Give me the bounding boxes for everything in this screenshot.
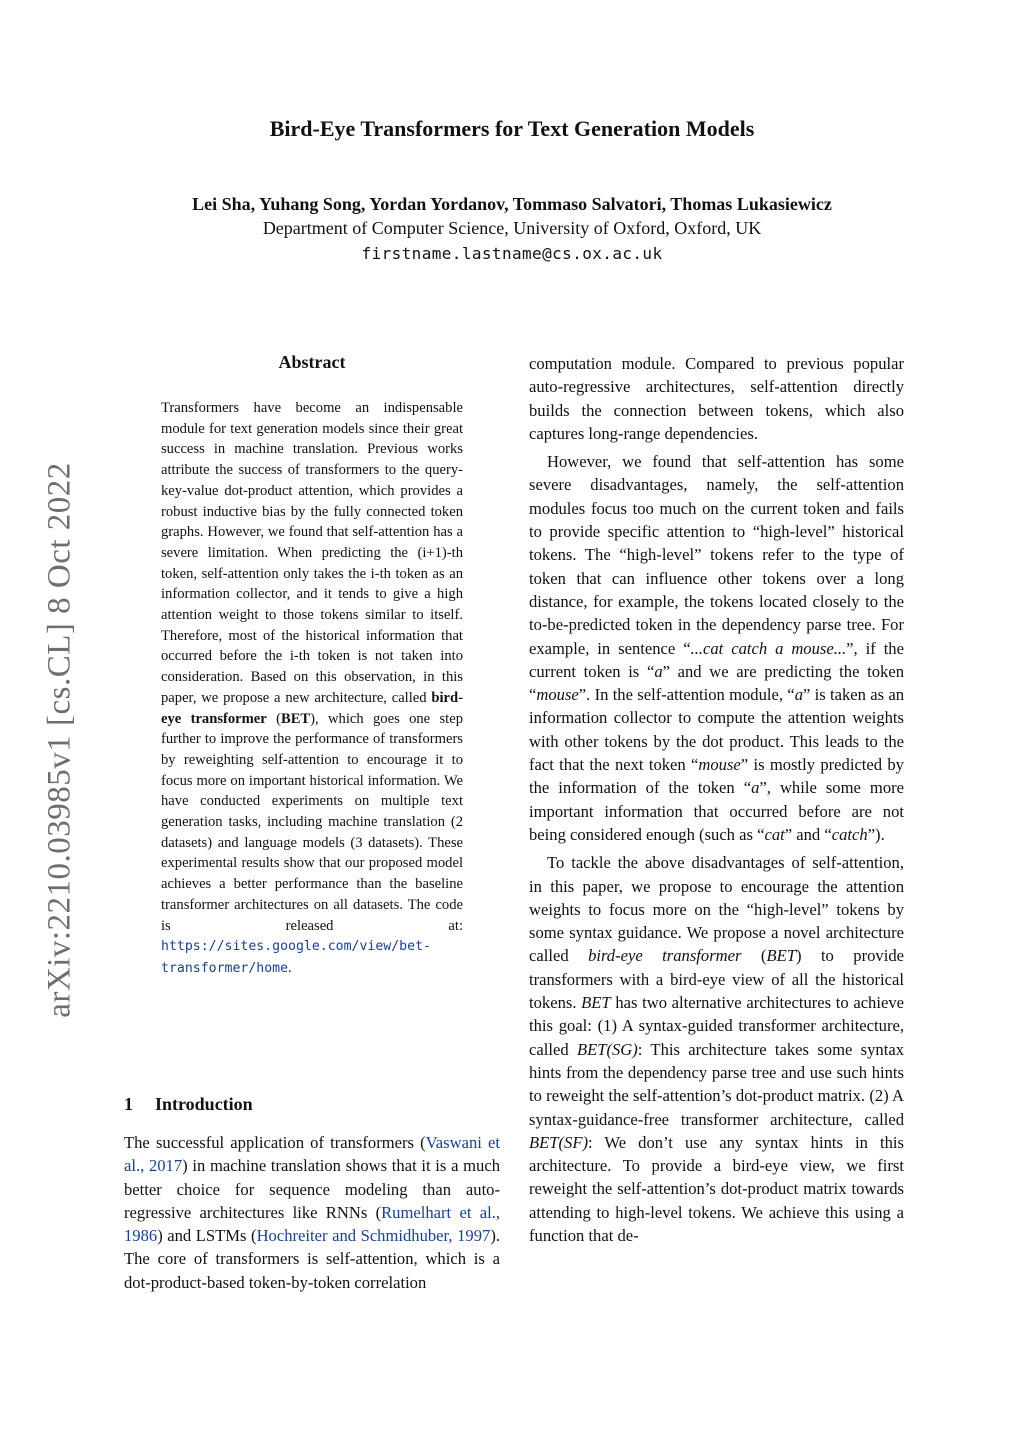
token: a xyxy=(794,685,803,705)
bold-abbrev: BET xyxy=(280,710,311,727)
token: catch xyxy=(831,824,868,844)
intro-paragraph-1-start xyxy=(124,1131,500,1294)
token: mouse xyxy=(698,755,741,775)
affiliation: Department of Computer Science, University of Oxford, Oxford, UK xyxy=(262,218,762,238)
section-title: Introduction xyxy=(155,1094,253,1114)
code-link[interactable]: https://sites.google.com/view/bet-transformer/home xyxy=(161,939,431,976)
abstract-heading: Abstract xyxy=(278,352,346,372)
example-sentence: ...cat catch a mouse... xyxy=(690,638,847,658)
bold-term: bird-eye transformer xyxy=(161,689,463,727)
paren: ( xyxy=(266,710,281,727)
intro-paragraph-3 xyxy=(529,851,904,1247)
text: : This architecture takes some syntax hints from the dependency parse tree and use such hints to reweight the self-attention’s dot-product matrix. (2) A syntax-guidance-free transformer architecture, called xyxy=(529,1039,904,1129)
text: To tackle the above disadvantages of self-attention, in this paper, we propose to encourage the attention weights to focus more on the “high-level” tokens by some syntax guidance. We propose a novel architecture called xyxy=(529,853,904,966)
text: has two alternative architectures to achieve this goal: (1) A syntax-guided transformer architecture, called xyxy=(529,993,904,1059)
period: . xyxy=(288,959,292,976)
text: ” and “ xyxy=(784,824,832,844)
token: cat xyxy=(764,824,785,844)
text: ). The core of transformers is self-attention, which is a dot-product-based token-by-token correlation xyxy=(124,1226,500,1292)
intro-paragraph-1-continued xyxy=(529,352,904,445)
text: ”, while some more important information that occurred before are not being considered enough (such as “ xyxy=(529,778,905,844)
citation-hochreiter[interactable]: Hochreiter and Schmidhuber, 1997 xyxy=(256,1226,491,1246)
intro-paragraph-2 xyxy=(529,450,904,846)
abstract-body xyxy=(161,398,463,980)
abstract-text: Transformers have become an indispensable module for text generation models since their great success in machine translation. Previous works attribute the success of transformers to the query-key-value dot-product attention, which provides a robust inductive bias by the fully connected token graphs. However, we found that self-attention has a severe limitation. When predicting the (i+1)-th token, self-attention only takes the i-th token as an information collector, and it tends to give a high attention weight to those tokens similar to itself. Therefore, most of the historical information that occurred before the i-th token is not taken into consideration. Based on this observation, in this paper, we propose a new architecture, called xyxy=(161,400,463,706)
term: BET xyxy=(581,993,611,1013)
text: ”. In the self-attention module, “ xyxy=(578,685,795,705)
section-number: 1 xyxy=(124,1094,133,1114)
abstract-text-2: ), which goes one step further to improve the performance of transformers by reweighting self-attention to encourage it to focus more on important historical information. We have conducted experiments on multiple text generation tasks, including machine translation (2 datasets) and language models (3 datasets). These experimental results show that our proposed model achieves a better performance than the baseline transformer architectures on all datasets. The code is released at: xyxy=(161,710,463,934)
author-list: Lei Sha, Yuhang Song, Yordan Yordanov, Tommaso Salvatori, Thomas Lukasiewicz xyxy=(192,194,832,214)
text: ) and LSTMs ( xyxy=(157,1226,257,1246)
email-address: firstname.lastname@cs.ox.ac.uk xyxy=(361,244,663,263)
token: a xyxy=(654,661,663,681)
right-column xyxy=(529,352,904,1252)
term: BET xyxy=(766,946,796,966)
text: ) in machine translation shows that it is a much better choice for sequence modeling than auto-regressive architectures like RNNs ( xyxy=(124,1156,500,1222)
term: BET(SG) xyxy=(576,1039,638,1059)
text: : We don’t use any syntax hints in this architecture. To provide a bird-eye view, we first reweight the self-attention’s dot-product matrix towards attending to high-level tokens. We achieve this using a function that de- xyxy=(529,1132,904,1245)
text: However, we found that self-attention has some severe disadvantages, namely, the self-attention modules focus too much on the current token and fails to provide specific attention to “high-level” historical tokens. The “high-level” tokens refer to the type of token that can influence other tokens over a long distance, for example, the tokens located closely to the to-be-predicted token in the dependency parse tree. For example, in sentence “ xyxy=(529,452,904,658)
term: bird-eye transformer xyxy=(588,946,742,966)
text: The successful application of transformers ( xyxy=(124,1133,426,1152)
token: mouse xyxy=(536,685,579,705)
text: ”). xyxy=(867,824,885,844)
paper-title: Bird-Eye Transformers for Text Generation Models xyxy=(269,116,755,141)
section-heading-introduction xyxy=(124,1094,500,1115)
text: computation module. Compared to previous popular auto-regressive architectures, self-attention directly builds the connection between tokens, which also captures long-range dependencies. xyxy=(529,354,904,443)
text: ” is mostly predicted by the information of the token “ xyxy=(529,755,904,798)
citation-vaswani[interactable]: Vaswani et al., 2017 xyxy=(124,1133,500,1176)
term: BET(SF) xyxy=(529,1132,588,1152)
arxiv-identifier: arXiv:2210.03985v1 [cs.CL] 8 Oct 2022 xyxy=(41,462,78,1018)
text: ”, if the current token is “ xyxy=(529,638,904,681)
text: ” is taken as an information collector to compute the attention weights with other tokens by the dot product. This leads to the fact that the next token “ xyxy=(529,685,904,775)
token: a xyxy=(751,778,760,798)
text: ” and we are predicting the token “ xyxy=(529,661,904,705)
text: ) to provide transformers with a bird-eye view of all the historical tokens. xyxy=(529,946,904,1013)
citation-rumelhart[interactable]: Rumelhart et al., 1986 xyxy=(124,1202,500,1246)
text: ( xyxy=(741,946,767,966)
